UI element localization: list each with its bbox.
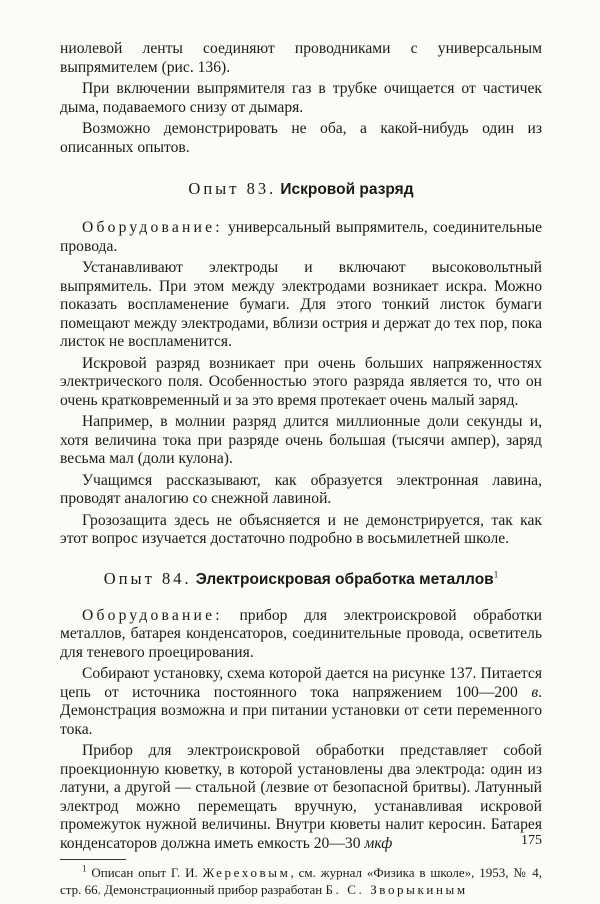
text-run: . Демонстрация возможна и при питании установки от сети переменного тока. [60, 683, 542, 738]
author-name-1: Жереховым [202, 865, 291, 880]
experiment-83-paragraph-2: Искровой разряд возникает при очень больших напряженностях электрического поля. Особенностью этого разряда является то, что он очень кратковременный и за это время протекает очень малый заряд. [60, 354, 542, 409]
experiment-84-prefix: Опыт 84. [103, 568, 192, 588]
equipment-label: Оборудование: [82, 219, 223, 236]
experiment-83-prefix: Опыт 83. [188, 179, 277, 198]
unit-microfarad: мкф [364, 834, 393, 852]
footnote-reference: 1 [493, 569, 499, 579]
intro-paragraph-3: Возможно демонстрировать не оба, а какой-нибудь один из описанных опытов. [60, 120, 542, 156]
experiment-84-paragraph-1 [60, 665, 542, 739]
intro-paragraph-2: При включении выпрямителя газ в трубке очищается от частичек дыма, подаваемого снизу от дымаря. [60, 80, 542, 116]
page-number: 175 [521, 833, 542, 848]
experiment-83-paragraph-5: Грозозащита здесь не объясняется и не демонстрируется, так как этот вопрос изучается достаточно подробно в восьмилетней школе. [60, 511, 542, 547]
experiment-84-equipment [60, 607, 542, 663]
footnote-divider [60, 859, 126, 860]
text-run: Прибор для электроискровой обработки представляет собой проекционную кюветку, в которой установлены два электрода: один из латуни, а другой — стальной (лезвие от безопасной бритвы). Латунный электрод можно перемещать вручную, устанавливая искровой промежуток нужной величины. Внутри кюветы налит керосин. Батарея конденсаторов должна иметь емкость 20—30 [60, 742, 542, 852]
experiment-83-paragraph-1: Устанавливают электроды и включают высоковольтный выпрямитель. При этом между электродами возникает искра. Можно показать воспламенение бумаги. Для этого тонкий листок бумаги помещают между электродами, вблизи острия и держат до тех пор, пока листок не воспламенится. [60, 259, 542, 350]
text-run: Описан опыт Г. И. [86, 865, 203, 880]
experiment-84-paragraph-2 [60, 742, 542, 853]
experiment-83-paragraph-4: Учащимся рассказывают, как образуется электронная лавина, проводят аналогию со снежной лавиной. [60, 471, 542, 507]
experiment-84-title: Электроискровая обработка металлов [195, 570, 494, 588]
experiment-83-heading [60, 179, 542, 199]
unit-volt: в [531, 683, 539, 701]
footnote [60, 865, 542, 898]
footnote-mark: 1 [82, 863, 87, 874]
equipment-text: универсальный выпрямитель, соединительные провода. [60, 219, 542, 255]
author-name-2: Б. С. Зворыкиным [325, 881, 468, 897]
experiment-83-title: Искровой разряд [280, 181, 414, 198]
experiment-84-heading [60, 569, 542, 589]
experiment-83-paragraph-3: Например, в молнии разряд длится миллионные доли секунды и, хотя величина тока при разряде очень большая (тысячи ампер), заряд весьма мал (доли кулона). [60, 413, 542, 467]
footnote-text [60, 865, 542, 898]
experiment-83-equipment [60, 219, 542, 256]
equipment-label: Оборудование: [82, 606, 223, 624]
intro-paragraph-1: ниолевой ленты соединяют проводниками с универсальным выпрямителем (рис. 136). [60, 40, 542, 76]
text-run: , см. журнал «Физика в школе», 1953, № 4, стр. 66. Демонстрационный прибор разработан [60, 865, 542, 897]
text-run: Собирают установку, схема которой дается на рисунке 137. Питается цепь от источника постоянного тока напряжением 100—200 [60, 665, 542, 701]
equipment-text: прибор для электроискровой обработки металлов, батарея конденсаторов, соединительные провода, осветитель для теневого проецирования. [60, 606, 542, 661]
